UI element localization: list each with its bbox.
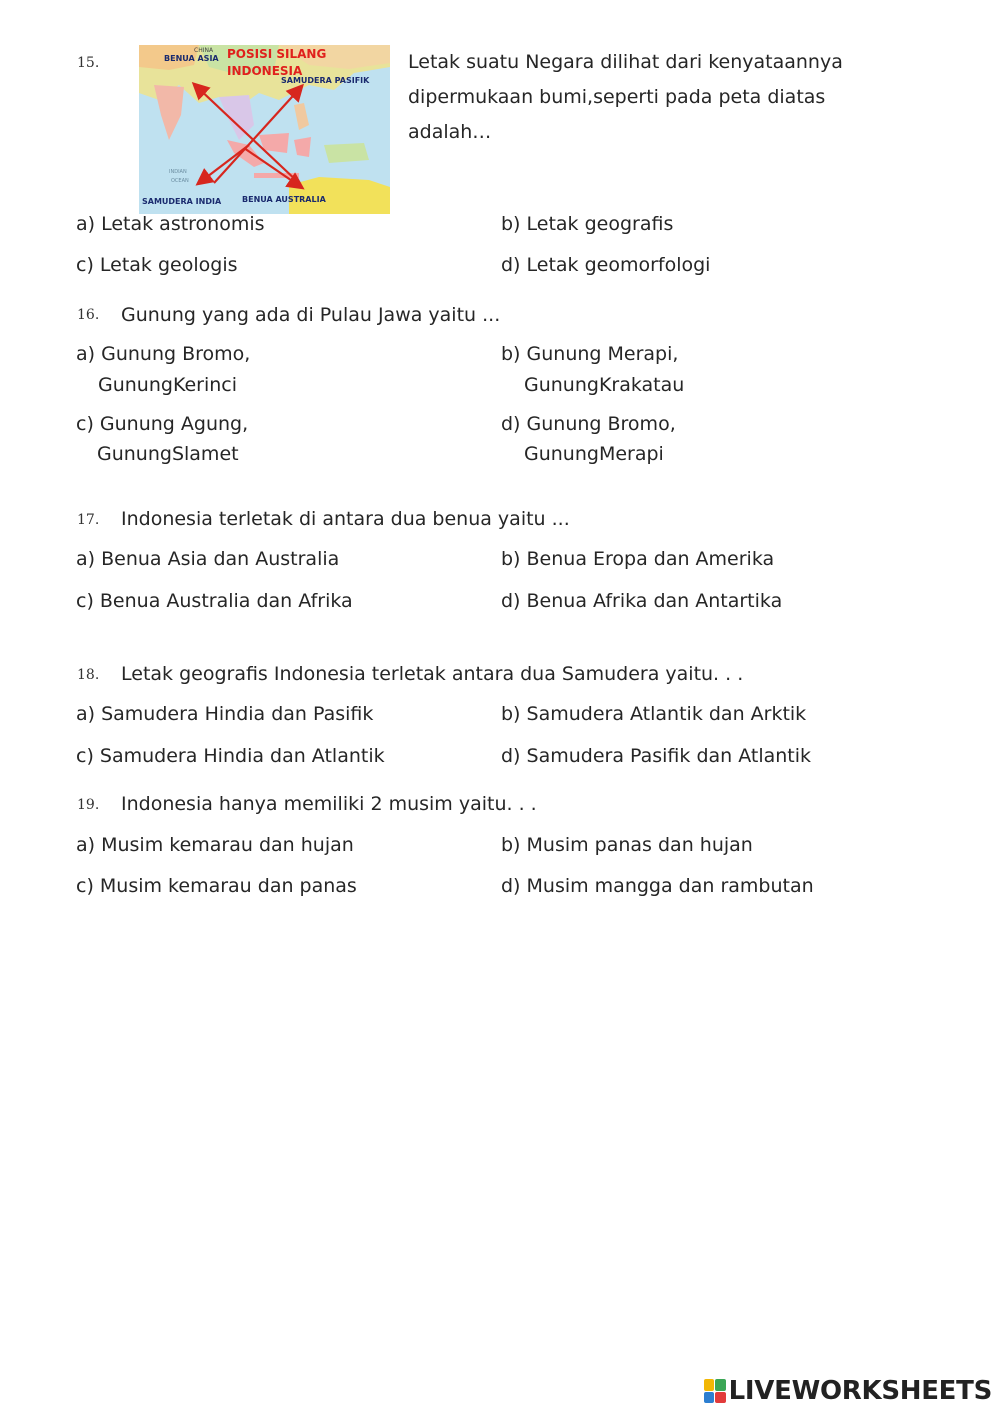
question-text: Indonesia hanya memiliki 2 musim yaitu. . .	[121, 793, 537, 815]
option-a-line2[interactable]: GunungKerinci	[98, 374, 238, 396]
option-c[interactable]: c) Letak geologis	[76, 254, 238, 276]
question-number: 15.	[77, 55, 100, 71]
option-d[interactable]: d) Letak geomorfologi	[501, 254, 711, 276]
option-a[interactable]: a) Letak astronomis	[76, 213, 265, 235]
option-c[interactable]: c) Benua Australia dan Afrika	[76, 590, 353, 612]
question-text-line: Letak suatu Negara dilihat dari kenyataannya	[408, 51, 843, 73]
option-a[interactable]: a) Samudera Hindia dan Pasifik	[76, 703, 374, 725]
option-d-line2[interactable]: GunungMerapi	[524, 443, 664, 465]
question-text: Letak geografis Indonesia terletak antara dua Samudera yaitu. . .	[121, 663, 744, 685]
question-text-line: dipermukaan bumi,seperti pada peta diatas	[408, 86, 826, 108]
option-b[interactable]: b) Musim panas dan hujan	[501, 834, 753, 856]
option-b[interactable]: b) Gunung Merapi,	[501, 343, 679, 365]
option-b[interactable]: b) Benua Eropa dan Amerika	[501, 548, 775, 570]
option-d[interactable]: d) Benua Afrika dan Antartika	[501, 590, 783, 612]
map-label-asia: BENUA ASIA	[164, 54, 219, 63]
option-a[interactable]: a) Gunung Bromo,	[76, 343, 251, 365]
map-label-australia: BENUA AUSTRALIA	[242, 195, 326, 204]
map-image	[139, 45, 390, 214]
question-number: 18.	[77, 667, 100, 683]
question-text-line: adalah…	[408, 121, 492, 143]
liveworksheets-logo[interactable]	[704, 1374, 992, 1408]
question-number: 19.	[77, 797, 100, 813]
option-c[interactable]: c) Gunung Agung,	[76, 413, 249, 435]
map-label-china: CHINA	[194, 47, 214, 54]
option-d[interactable]: d) Gunung Bromo,	[501, 413, 676, 435]
option-a[interactable]: a) Musim kemarau dan hujan	[76, 834, 354, 856]
option-d[interactable]: d) Samudera Pasifik dan Atlantik	[501, 745, 812, 767]
map-label-indian: SAMUDERA INDIA	[142, 197, 222, 206]
question-number: 17.	[77, 512, 100, 528]
option-b[interactable]: b) Samudera Atlantik dan Arktik	[501, 703, 807, 725]
option-c[interactable]: c) Musim kemarau dan panas	[76, 875, 357, 897]
map-label-ocean1: INDIAN	[169, 169, 187, 175]
option-d[interactable]: d) Musim mangga dan rambutan	[501, 875, 814, 897]
option-c-line2[interactable]: GunungSlamet	[97, 443, 239, 465]
question-number: 16.	[77, 307, 100, 323]
map-label-pacific: SAMUDERA PASIFIK	[281, 76, 370, 85]
liveworksheets-icon	[704, 1379, 726, 1403]
option-c[interactable]: c) Samudera Hindia dan Atlantik	[76, 745, 385, 767]
map-label-ocean2: OCEAN	[171, 178, 189, 184]
question-text: Indonesia terletak di antara dua benua yaitu ...	[121, 508, 570, 530]
question-text: Gunung yang ada di Pulau Jawa yaitu ...	[121, 304, 501, 326]
map-title-line1: POSISI SILANG	[227, 47, 327, 61]
brand-name: LIVEWORKSHEETS	[728, 1376, 992, 1406]
option-b-line2[interactable]: GunungKrakatau	[524, 374, 685, 396]
option-b[interactable]: b) Letak geografis	[501, 213, 674, 235]
map-title-line2: INDONESIA	[227, 64, 303, 78]
option-a[interactable]: a) Benua Asia dan Australia	[76, 548, 340, 570]
